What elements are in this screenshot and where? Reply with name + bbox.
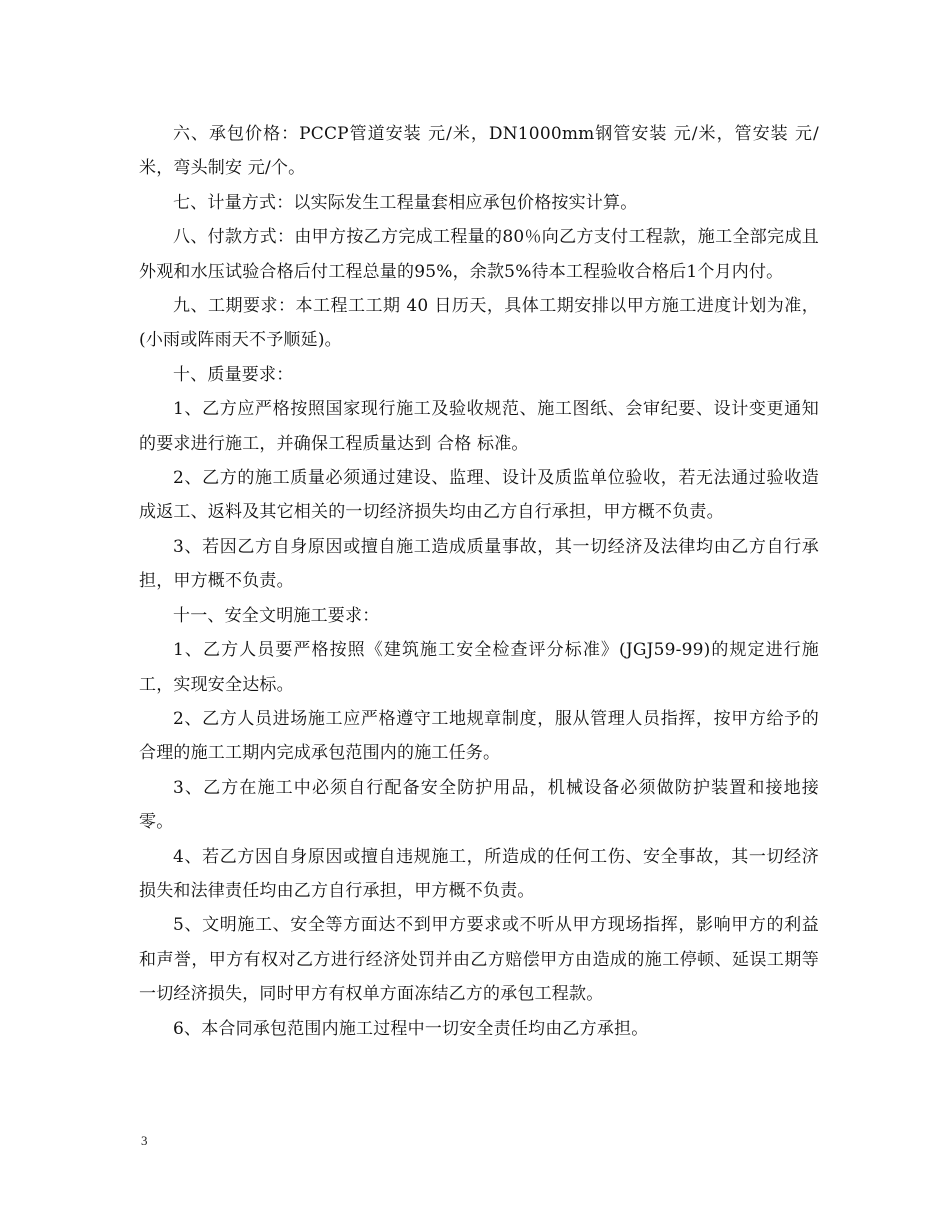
safety-item-2: 2、乙方人员进场施工应严格遵守工地规章制度，服从管理人员指挥，按甲方给予的合理的施工工期内完成承包范围内的施工任务。 (139, 708, 819, 764)
clause-8-payment: 八、付款方式：由甲方按乙方完成工程量的80％向乙方支付工程款，施工全部完成且外观和水压试验合格后付工程总量的95%，余款5%待本工程验收合格后1个月内付。 (139, 227, 819, 282)
clause-10-quality-heading: 十、质量要求： (173, 364, 294, 385)
safety-item-4: 4、若乙方因自身原因或擅自违规施工，所造成的任何工伤、安全事故，其一切经济损失和法律责任均由乙方自行承担，甲方概不负责。 (139, 846, 819, 901)
clause-6-contract-price: 六、承包价格：PCCP管道安装 元/米，DN1000mm钢管安装 元/米，管安装 元/米，弯头制安 元/个。 (139, 124, 819, 179)
page-number: 3 (141, 1133, 148, 1148)
clause-7-measurement: 七、计量方式：以实际发生工程量套相应承包价格按实计算。 (173, 192, 638, 213)
clause-11-safety-heading: 十一、安全文明施工要求： (173, 605, 380, 626)
quality-item-1: 1、乙方应严格按照国家现行施工及验收规范、施工图纸、会审纪要、设计变更通知的要求进行施工，并确保工程质量达到 合格 标准。 (139, 399, 819, 454)
safety-item-5: 5、文明施工、安全等方面达不到甲方要求或不听从甲方现场指挥，影响甲方的利益和声誉，甲方有权对乙方进行经济处罚并由乙方赔偿甲方由造成的施工停顿、延误工期等一切经济损失，同时甲方有权单方面冻结乙方的承包工程款。 (139, 915, 819, 1005)
safety-item-3: 3、乙方在施工中必须自行配备安全防护用品，机械设备必须做防护装置和接地接零。 (139, 777, 819, 833)
safety-item-6: 6、本合同承包范围内施工过程中一切安全责任均由乙方承担。 (173, 1018, 649, 1039)
document-body (139, 117, 819, 1046)
clause-9-schedule: 九、工期要求：本工程工工期 40 日历天，具体工期安排以甲方施工进度计划为准，(小雨或阵雨天不予顺延)。 (139, 296, 819, 351)
quality-item-2: 2、乙方的施工质量必须通过建设、监理、设计及质监单位验收，若无法通过验收造成返工、返料及其它相关的一切经济损失均由乙方自行承担，甲方概不负责。 (139, 468, 819, 523)
safety-item-1: 1、乙方人员要严格按照《建筑施工安全检查评分标准》(JGJ59-99)的规定进行施工，实现安全达标。 (139, 640, 819, 695)
quality-item-3: 3、若因乙方自身原因或擅自施工造成质量事故，其一切经济及法律均由乙方自行承担，甲方概不负责。 (139, 536, 819, 592)
